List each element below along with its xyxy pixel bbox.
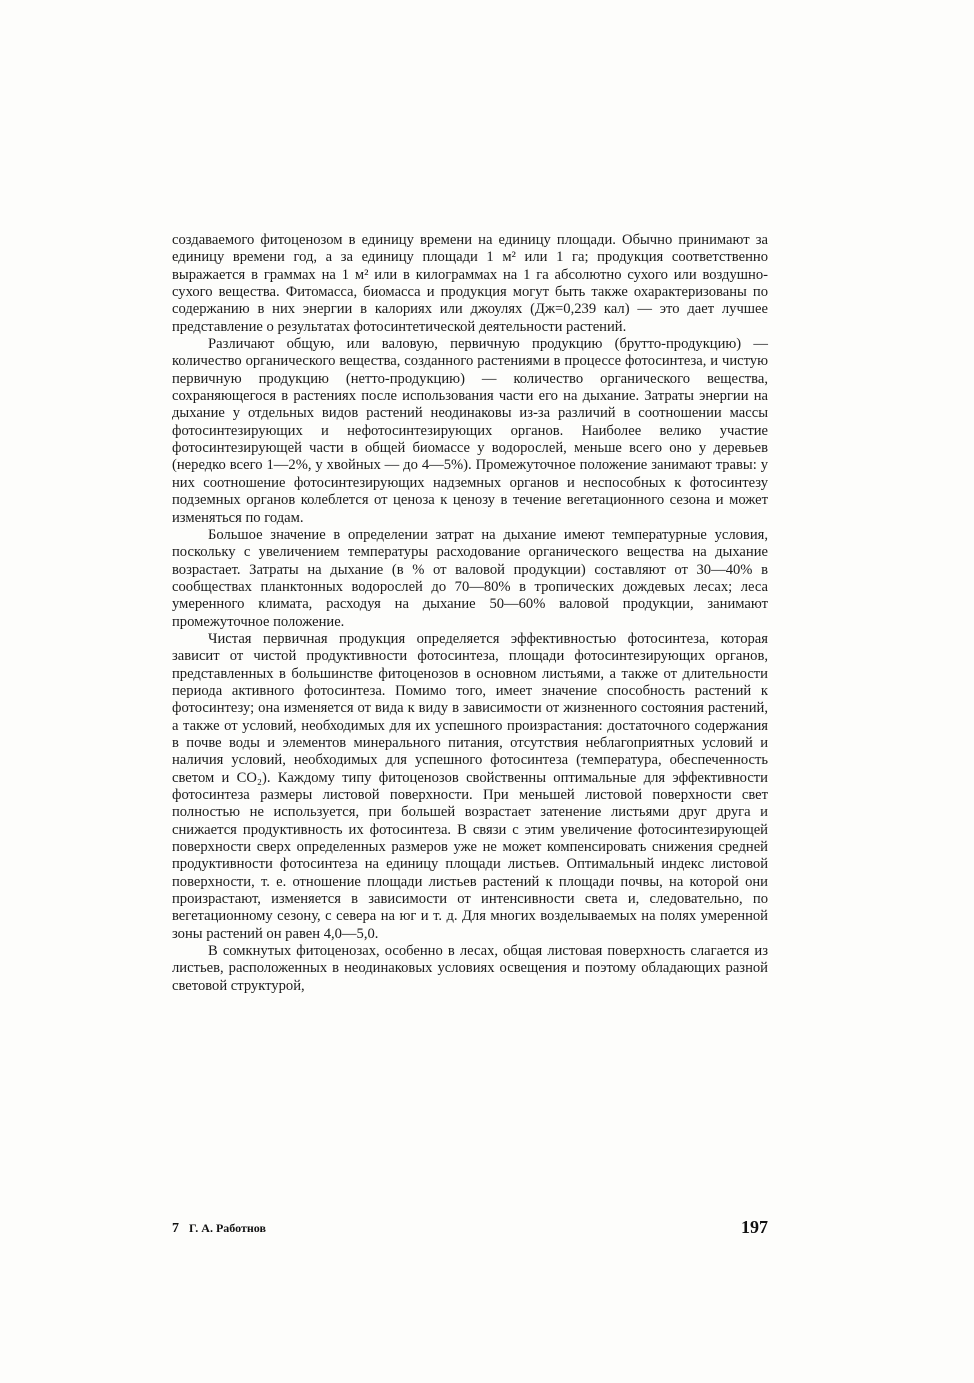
body-text [172, 232, 768, 995]
paragraph-3: Большое значение в определении затрат на дыхание имеют температурные условия, поскольку с увеличением температуры расходование органического вещества на дыхание возрастает. Затраты на дыхание (в % от валовой продукции) составляют от 30—40% в сообществах планктонных водорослей до 70—80% в тропических дождевых лесах; леса умеренного климата, расходуя на дыхание 50—60% валовой продукции, занимают промежуточное положение. [172, 526, 768, 630]
paragraph-4: Чистая первичная продукция определяется эффективностью фотосинтеза, которая зависит от чистой продуктивности фотосинтеза, площади фотосинтезирующих органов, представленных в большинстве фитоценозов в основном листьями, а также от длительности периода активного фотосинтеза. Помимо того, имеет значение способность растений к фотосинтезу; она изменяется от вида к виду в зависимости от жизненного состояния растений, а также от условий, необходимых для их успешного произрастания: достаточного содержания в почве воды и элементов минерального питания, отсутствия неблагоприятных условий и наличия условий, необходимых для успешного фотосинтеза (температура, обеспеченность светом и CO₂). Каждому типу фитоценозов свойственны оптимальные для эффективности фотосинтеза размеры листовой поверхности. При меньшей листовой поверхности свет полностью не используется, при большей возрастает затенение листьями друг друга и снижается продуктивность их фотосинтеза. В связи с этим увеличение фотосинтезирующей поверхности сверх определенных размеров уже не может компенсировать снижения средней продуктивности фотосинтеза на единицу площади листьев. Оптимальный индекс листовой поверхности, т. е. отношение площади листьев растений к площади почвы, на которой они произрастают, изменяется в зависимости от интенсивности света и, следовательно, по вегетационному сезону, с севера на юг и т. д. Для многих возделываемых на полях умеренной зоны растений он равен 4,0—5,0. [172, 630, 768, 942]
signature-text: Г. А. Работнов [189, 1221, 266, 1235]
paragraph-5: В сомкнутых фитоценозах, особенно в лесах, общая листовая поверхность слагается из листьев, расположенных в неодинаковых условиях освещения и поэтому обладающих разной световой структурой, [172, 943, 768, 994]
printer-signature [172, 1221, 266, 1237]
paragraph-1: создаваемого фитоценозом в единицу времени на единицу площади. Обычно принимают за единицу времени год, а за единицу площади 1 м² или 1 га; продукция соответственно выражается в граммах на 1 м² или в килограммах на 1 га абсолютно сухого или воздушно-сухого вещества. Фитомасса, биомасса и продукция могут быть также охарактеризованы по содержанию в них энергии в калориях или джоулях (Дж=0,239 кал) — это дает лучшее представление о результатах фотосинтетической деятельности растений. [172, 232, 768, 335]
page-number: 197 [741, 1217, 768, 1237]
paragraph-2: Различают общую, или валовую, первичную продукцию (брутто-продукцию) — количество органического вещества, созданного растениями в процессе фотосинтеза, и чистую первичную продукцию (нетто-продукцию) — количество органического вещества, сохраняющегося в растениях после использования части его на дыхание. Затраты энергии на дыхание у отдельных видов растений неодинаковы из-за различий в соотношении массы фотосинтезирующих и нефотосинтезирующих органов. Наиболее велико участие фотосинтезирующей части в общей биомассе у водорослей, меньше всего оно у деревьев (нередко всего 1—2%, у хвойных — до 4—5%). Промежуточное положение занимают травы: у них соотношение фотосинтезирующих надземных органов и неспособных к фотосинтезу подземных органов колеблется от ценоза к ценозу в течение вегетационного сезона и может изменяться по годам. [172, 336, 768, 526]
page-footer [172, 1219, 768, 1241]
signature-number: 7 [172, 1221, 179, 1236]
